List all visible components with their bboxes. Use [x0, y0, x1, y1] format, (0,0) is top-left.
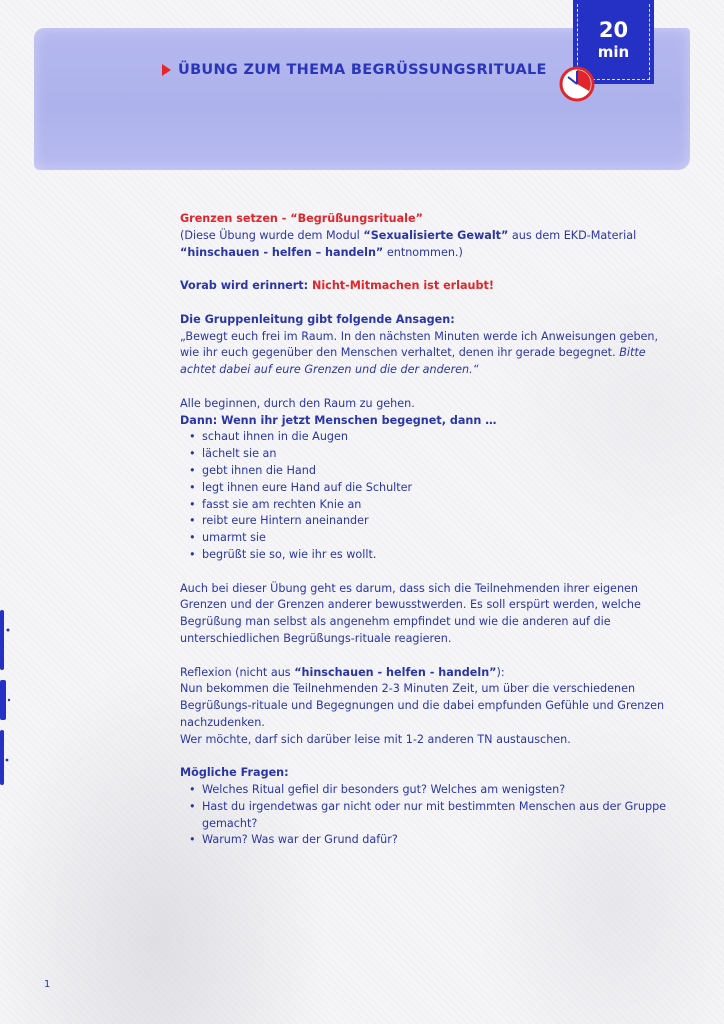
section-heading: Grenzen setzen - “Begrüßungsrituale” — [180, 212, 423, 225]
play-arrow-icon — [162, 64, 171, 76]
list-item: • lächelt sie an — [180, 446, 680, 463]
then-heading: Dann: Wenn ihr jetzt Menschen begegnet, dann … — [180, 413, 497, 427]
questions-list — [180, 782, 680, 849]
list-item: • legt ihnen eure Hand auf die Schulter — [180, 480, 680, 497]
clock-icon — [558, 65, 596, 103]
reflexion-text-2: Wer möchte, darf sich darüber leise mit 1-2 anderen TN austauschen. — [180, 732, 571, 746]
exercise-content — [180, 211, 680, 849]
duration-value: 20 — [598, 18, 629, 42]
list-item: • reibt eure Hintern aneinander — [180, 513, 680, 530]
list-item: • schaut ihnen in die Augen — [180, 429, 680, 446]
reflexion-text: Nun bekommen die Teilnehmenden 2-3 Minuten Zeit, um über die verschiedenen Begrüßungs-rituale und Begegnungen und die dabei empfunden Gefühle und Grenzen nachzudenken. — [180, 682, 665, 729]
questions-heading: Mögliche Fragen: — [180, 766, 289, 780]
exercise-title — [162, 62, 547, 78]
purpose-text: Auch bei dieser Übung geht es darum, dass sich die Teilnehmenden ihrer eigenen Grenzen und der Grenzen anderer bewusstwerden. Es soll erspürt werden, welche Begrüßung man selbst als angenehm empfindet und wie die anderen auf die unterschiedlichen Begrüßungs-rituale reagieren. — [180, 581, 641, 645]
page-number: 1 — [44, 979, 51, 990]
source-module: “Sexualisierte Gewalt” — [363, 228, 509, 242]
start-text: Alle beginnen, durch den Raum zu gehen. — [180, 396, 415, 410]
list-item: • Warum? Was war der Grund dafür? — [180, 832, 680, 849]
list-item: • umarmt sie — [180, 530, 680, 547]
reminder-highlight: Nicht-Mitmachen ist erlaubt! — [311, 279, 494, 293]
actions-list — [180, 429, 680, 563]
reflexion-heading: Reflexion (nicht aus “hinschauen - helfen - handeln”): — [180, 665, 505, 679]
ink-splatter-decoration — [0, 600, 12, 800]
list-item: • begrüßt sie so, wie ihr es wollt. — [180, 547, 680, 564]
duration-unit: min — [597, 43, 630, 61]
reminder: Vorab wird erinnert: Nicht-Mitmachen ist erlaubt! — [180, 279, 494, 293]
exercise-title-text: ÜBUNG ZUM THEMA BEGRÜSSUNGSRITUALE — [178, 62, 547, 78]
list-item: • fasst sie am rechten Knie an — [180, 497, 680, 514]
source-note: (Diese Übung wurde dem Modul “Sexualisierte Gewalt” aus dem EKD-Material “hinschauen - helfen – handeln” entnommen.) — [180, 228, 637, 259]
list-item: • gebt ihnen die Hand — [180, 463, 680, 480]
instructions-heading: Die Gruppenleitung gibt folgende Ansagen: — [180, 312, 455, 326]
source-material: “hinschauen - helfen – handeln” — [180, 245, 384, 259]
instructions-quote: „Bewegt euch frei im Raum. In den nächsten Minuten werde ich Anweisungen geben, wie ihr euch gegenüber den Menschen verhaltet, denen ihr gerade begegnet. Bitte achtet dabei auf eure Grenzen und die der anderen.“ — [180, 329, 659, 377]
list-item: • Hast du irgendetwas gar nicht oder nur mit bestimmten Menschen aus der Gruppe gemacht? — [180, 799, 680, 833]
list-item: • Welches Ritual gefiel dir besonders gut? Welches am wenigsten? — [180, 782, 680, 799]
